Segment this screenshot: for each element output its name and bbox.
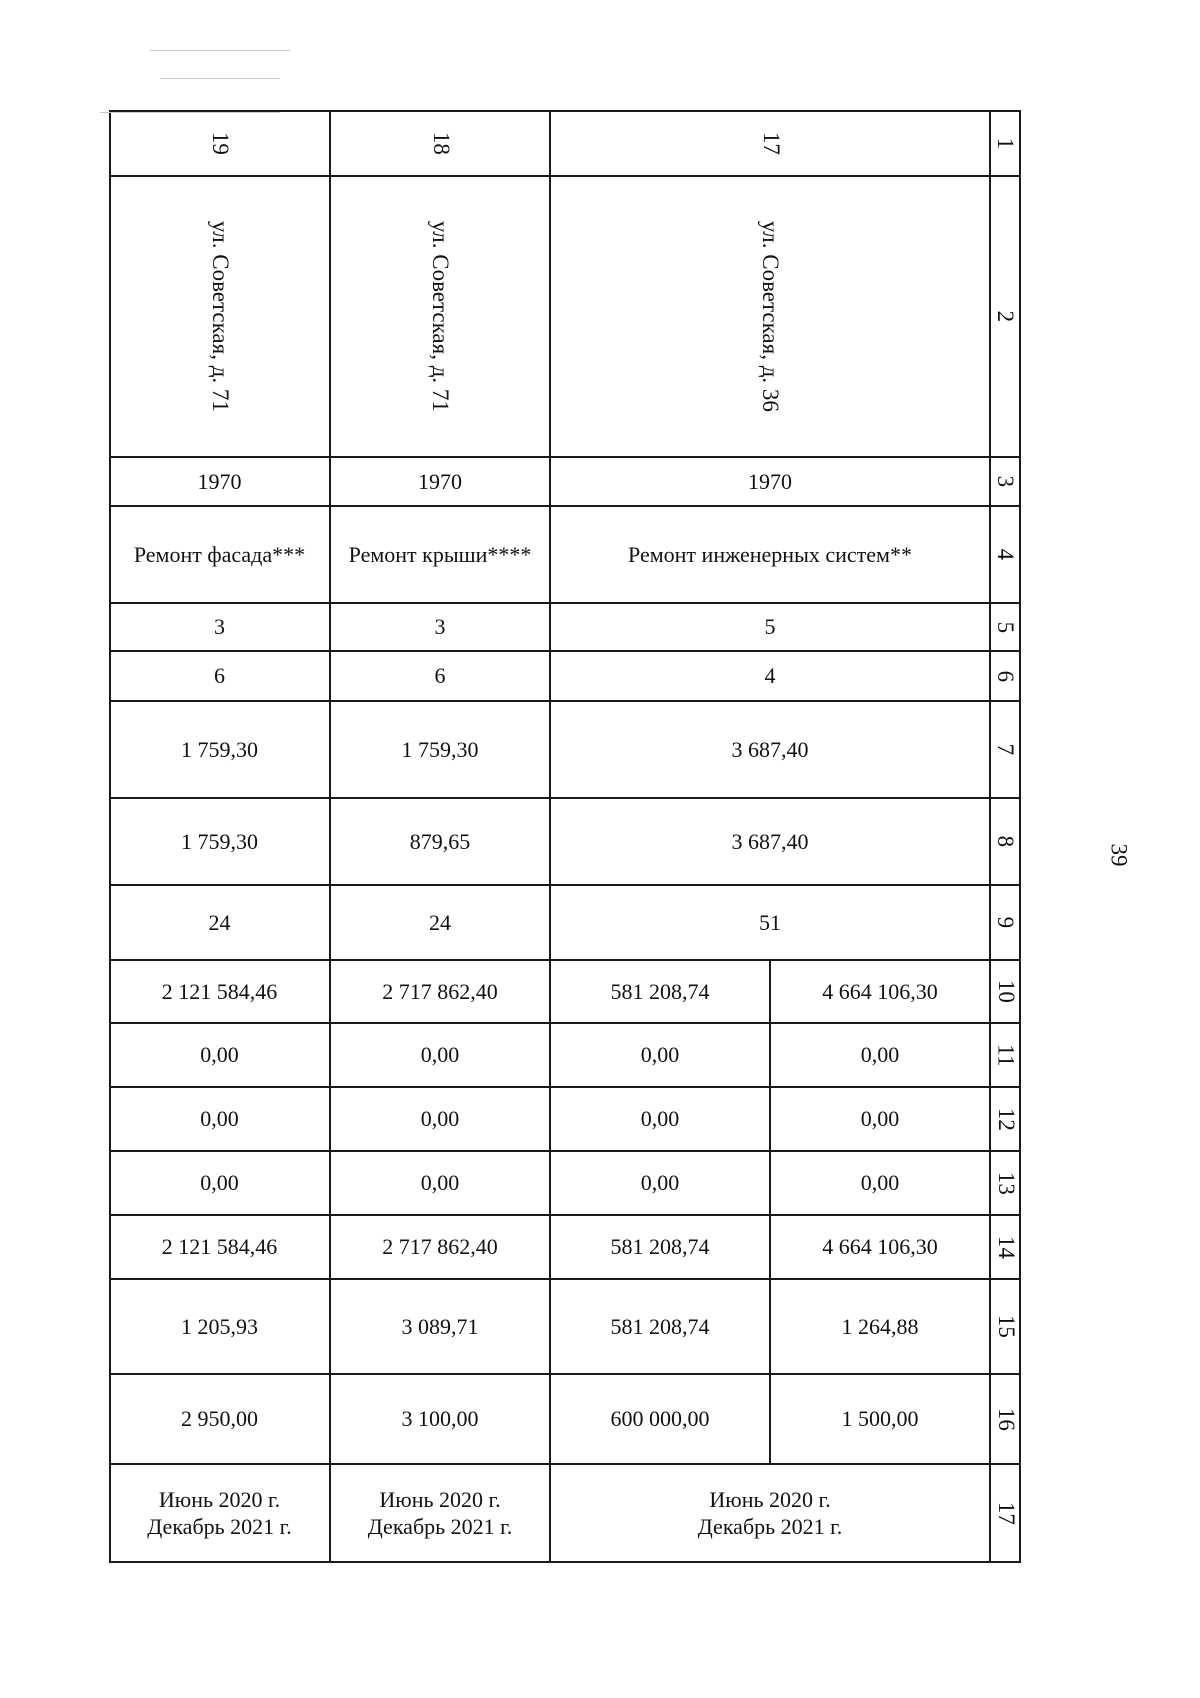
- cell-obj18-row7-text: 1 759,30: [401, 736, 479, 762]
- row-number-6: [991, 652, 1021, 702]
- cell-obj19-row5-text: 3: [214, 614, 225, 640]
- cell-obj19-row11: [110, 1024, 331, 1088]
- row-number-8: [991, 799, 1021, 886]
- cell-obj17-row6-text: 4: [764, 663, 776, 689]
- cell-obj17-row5: [551, 604, 991, 652]
- row-number-3: [991, 458, 1021, 507]
- row-number-text: 14: [993, 1235, 1019, 1259]
- cell-obj17a-row14-text: 581 208,74: [610, 1234, 710, 1260]
- cell-obj17b-row14: [771, 1216, 991, 1280]
- cell-obj19-row4: [110, 507, 331, 604]
- cell-obj19-row9-text: 24: [208, 909, 231, 935]
- cell-obj17-row2-text: ул. Советская, д. 36: [758, 220, 784, 413]
- cell-obj18-row6-text: 6: [434, 663, 446, 689]
- cell-obj18-row11-text: 0,00: [420, 1042, 460, 1068]
- cell-obj18-row3: [331, 458, 551, 507]
- cell-obj18-row9-text: 24: [429, 909, 451, 935]
- row-number-text: 9: [993, 916, 1019, 929]
- cell-obj17-row1: [551, 111, 991, 177]
- cell-obj19-row3: [110, 458, 331, 507]
- cell-obj17-row4: [551, 507, 991, 604]
- cell-obj18-row8-text: 879,65: [409, 828, 471, 854]
- cell-obj18-row1-text: 18: [428, 131, 454, 155]
- row-number-4: [991, 507, 1021, 604]
- cell-obj19-row16-text: 2 950,00: [181, 1406, 258, 1432]
- cell-obj17a-row15-text: 581 208,74: [610, 1313, 710, 1339]
- row-number-text: 16: [993, 1407, 1019, 1431]
- cell-obj18-row17: [331, 1465, 551, 1563]
- cell-obj19-row17: [110, 1465, 331, 1563]
- cell-obj17-row8-text: 3 687,40: [731, 828, 809, 854]
- cell-obj17-row5-text: 5: [764, 614, 776, 640]
- cell-obj18-row15: [331, 1280, 551, 1375]
- cell-obj17b-row16-text: 1 500,00: [841, 1406, 919, 1432]
- cell-obj19-row11-text: 0,00: [200, 1042, 239, 1068]
- row-number-9: [991, 886, 1021, 961]
- row-number-text: 11: [993, 1043, 1019, 1067]
- cell-obj17-row4-text: Ремонт инженерных систем**: [628, 541, 912, 567]
- cell-obj19-row17-text: Июнь 2020 г. Декабрь 2021 г.: [147, 1486, 292, 1539]
- row-number-5: [991, 604, 1021, 652]
- cell-obj19-row8: [110, 799, 331, 886]
- cell-obj17a-row10-text: 581 208,74: [610, 978, 710, 1004]
- cell-obj17-row8: [551, 799, 991, 886]
- cell-obj18-row16-text: 3 100,00: [401, 1406, 479, 1432]
- cell-obj18-row4-text: Ремонт крыши****: [348, 541, 532, 567]
- cell-obj19-row14: [110, 1216, 331, 1280]
- cell-obj17a-row14: [551, 1216, 771, 1280]
- row-number-11: [991, 1024, 1021, 1088]
- row-number-17: [991, 1465, 1021, 1563]
- cell-obj17-row17-text: Июнь 2020 г. Декабрь 2021 г.: [697, 1486, 843, 1539]
- cell-obj17b-row12-text: 0,00: [860, 1106, 900, 1132]
- cell-obj18-row15-text: 3 089,71: [401, 1313, 479, 1339]
- cell-obj19-row13-text: 0,00: [200, 1170, 239, 1196]
- cell-obj18-row3-text: 1970: [418, 468, 462, 494]
- cell-obj18-row17-text: Июнь 2020 г. Декабрь 2021 г.: [367, 1486, 513, 1539]
- row-number-text: 13: [993, 1171, 1019, 1195]
- row-number-text: 10: [993, 980, 1019, 1003]
- cell-obj17a-row13: [551, 1152, 771, 1216]
- cell-obj19-row13: [110, 1152, 331, 1216]
- cell-obj17b-row11-text: 0,00: [860, 1042, 900, 1068]
- cell-obj17a-row11-text: 0,00: [640, 1042, 680, 1068]
- row-number-13: [991, 1152, 1021, 1216]
- row-number-text: 4: [993, 548, 1019, 561]
- row-number-text: 7: [993, 743, 1019, 756]
- cell-obj17-row1-text: 17: [758, 131, 784, 155]
- cell-obj19-row2: [110, 177, 331, 458]
- cell-obj18-row11: [331, 1024, 551, 1088]
- cell-obj17b-row15: [771, 1280, 991, 1375]
- row-number-text: 6: [993, 670, 1019, 682]
- cell-obj19-row7-text: 1 759,30: [181, 736, 258, 762]
- cell-obj19-row1-text: 19: [207, 131, 233, 155]
- cell-obj19-row10: [110, 961, 331, 1024]
- row-number-10: [991, 961, 1021, 1024]
- cell-obj17a-row15: [551, 1280, 771, 1375]
- cell-obj17a-row12-text: 0,00: [640, 1106, 680, 1132]
- cell-obj17-row3-text: 1970: [748, 468, 792, 494]
- cell-obj19-row2-text: ул. Советская, д. 71: [207, 220, 233, 413]
- cell-obj19-row8-text: 1 759,30: [181, 828, 258, 854]
- row-number-text: 17: [993, 1501, 1019, 1525]
- row-number-1: [991, 111, 1021, 177]
- row-number-16: [991, 1375, 1021, 1465]
- row-number-12: [991, 1088, 1021, 1152]
- cell-obj17a-row13-text: 0,00: [640, 1170, 680, 1196]
- cell-obj18-row5: [331, 604, 551, 652]
- cell-obj17-row3: [551, 458, 991, 507]
- cell-obj17b-row15-text: 1 264,88: [841, 1313, 919, 1339]
- cell-obj17-row7: [551, 702, 991, 799]
- cell-obj18-row12-text: 0,00: [420, 1106, 460, 1132]
- cell-obj17a-row16-text: 600 000,00: [610, 1406, 710, 1432]
- row-number-text: 5: [993, 621, 1019, 633]
- cell-obj17a-row11: [551, 1024, 771, 1088]
- cell-obj19-row14-text: 2 121 584,46: [161, 1234, 278, 1260]
- cell-obj18-row9: [331, 886, 551, 961]
- row-number-text: 8: [993, 835, 1019, 848]
- cell-obj19-row6: [110, 652, 331, 702]
- row-number-7: [991, 702, 1021, 799]
- cell-obj19-row9: [110, 886, 331, 961]
- row-number-text: 1: [993, 137, 1019, 149]
- cell-obj17-row9: [551, 886, 991, 961]
- cell-obj18-row10-text: 2 717 862,40: [382, 978, 498, 1004]
- cell-obj19-row15-text: 1 205,93: [181, 1313, 258, 1339]
- cell-obj18-row10: [331, 961, 551, 1024]
- cell-obj18-row14: [331, 1216, 551, 1280]
- cell-obj17-row17: [551, 1465, 991, 1563]
- cell-obj17-row6: [551, 652, 991, 702]
- cell-obj19-row12: [110, 1088, 331, 1152]
- cell-obj17b-row16: [771, 1375, 991, 1465]
- cell-obj18-row13: [331, 1152, 551, 1216]
- cell-obj18-row16: [331, 1375, 551, 1465]
- row-number-14: [991, 1216, 1021, 1280]
- cell-obj19-row6-text: 6: [214, 663, 225, 689]
- cell-obj18-row2-text: ул. Советская, д. 71: [428, 220, 454, 413]
- row-number-text: 3: [993, 475, 1019, 488]
- row-number-2: [991, 177, 1021, 458]
- cell-obj18-row1: [331, 111, 551, 177]
- cell-obj17b-row11: [771, 1024, 991, 1088]
- cell-obj18-row12: [331, 1088, 551, 1152]
- page-number-text: 39: [1106, 843, 1131, 867]
- row-number-text: 15: [993, 1315, 1019, 1338]
- cell-obj17-row2: [551, 177, 991, 458]
- cell-obj17b-row13: [771, 1152, 991, 1216]
- cell-obj18-row14-text: 2 717 862,40: [382, 1234, 498, 1260]
- cell-obj17b-row13-text: 0,00: [860, 1170, 900, 1196]
- cell-obj18-row13-text: 0,00: [420, 1170, 460, 1196]
- cell-obj18-row2: [331, 177, 551, 458]
- cell-obj19-row1: [110, 111, 331, 177]
- cell-obj18-row4: [331, 507, 551, 604]
- cell-obj19-row15: [110, 1280, 331, 1375]
- cell-obj19-row3-text: 1970: [197, 468, 242, 494]
- cell-obj18-row6: [331, 652, 551, 702]
- cell-obj19-row7: [110, 702, 331, 799]
- cell-obj19-row16: [110, 1375, 331, 1465]
- cell-obj17b-row12: [771, 1088, 991, 1152]
- cell-obj17-row7-text: 3 687,40: [731, 736, 809, 762]
- cell-obj17b-row10: [771, 961, 991, 1024]
- cell-obj17b-row14-text: 4 664 106,30: [822, 1234, 938, 1260]
- cell-obj18-row8: [331, 799, 551, 886]
- cell-obj17a-row16: [551, 1375, 771, 1465]
- cell-obj18-row7: [331, 702, 551, 799]
- page-number: [1098, 835, 1138, 875]
- row-number-text: 12: [993, 1107, 1019, 1131]
- cell-obj17a-row10: [551, 961, 771, 1024]
- cell-obj19-row4-text: Ремонт фасада***: [133, 541, 306, 567]
- row-number-text: 2: [993, 310, 1019, 323]
- row-number-15: [991, 1280, 1021, 1375]
- cell-obj19-row10-text: 2 121 584,46: [161, 978, 278, 1004]
- cell-obj17b-row10-text: 4 664 106,30: [822, 978, 938, 1004]
- cell-obj18-row5-text: 3: [434, 614, 446, 640]
- cell-obj19-row5: [110, 604, 331, 652]
- cell-obj17-row9-text: 51: [759, 909, 781, 935]
- cell-obj19-row12-text: 0,00: [200, 1106, 239, 1132]
- cell-obj17a-row12: [551, 1088, 771, 1152]
